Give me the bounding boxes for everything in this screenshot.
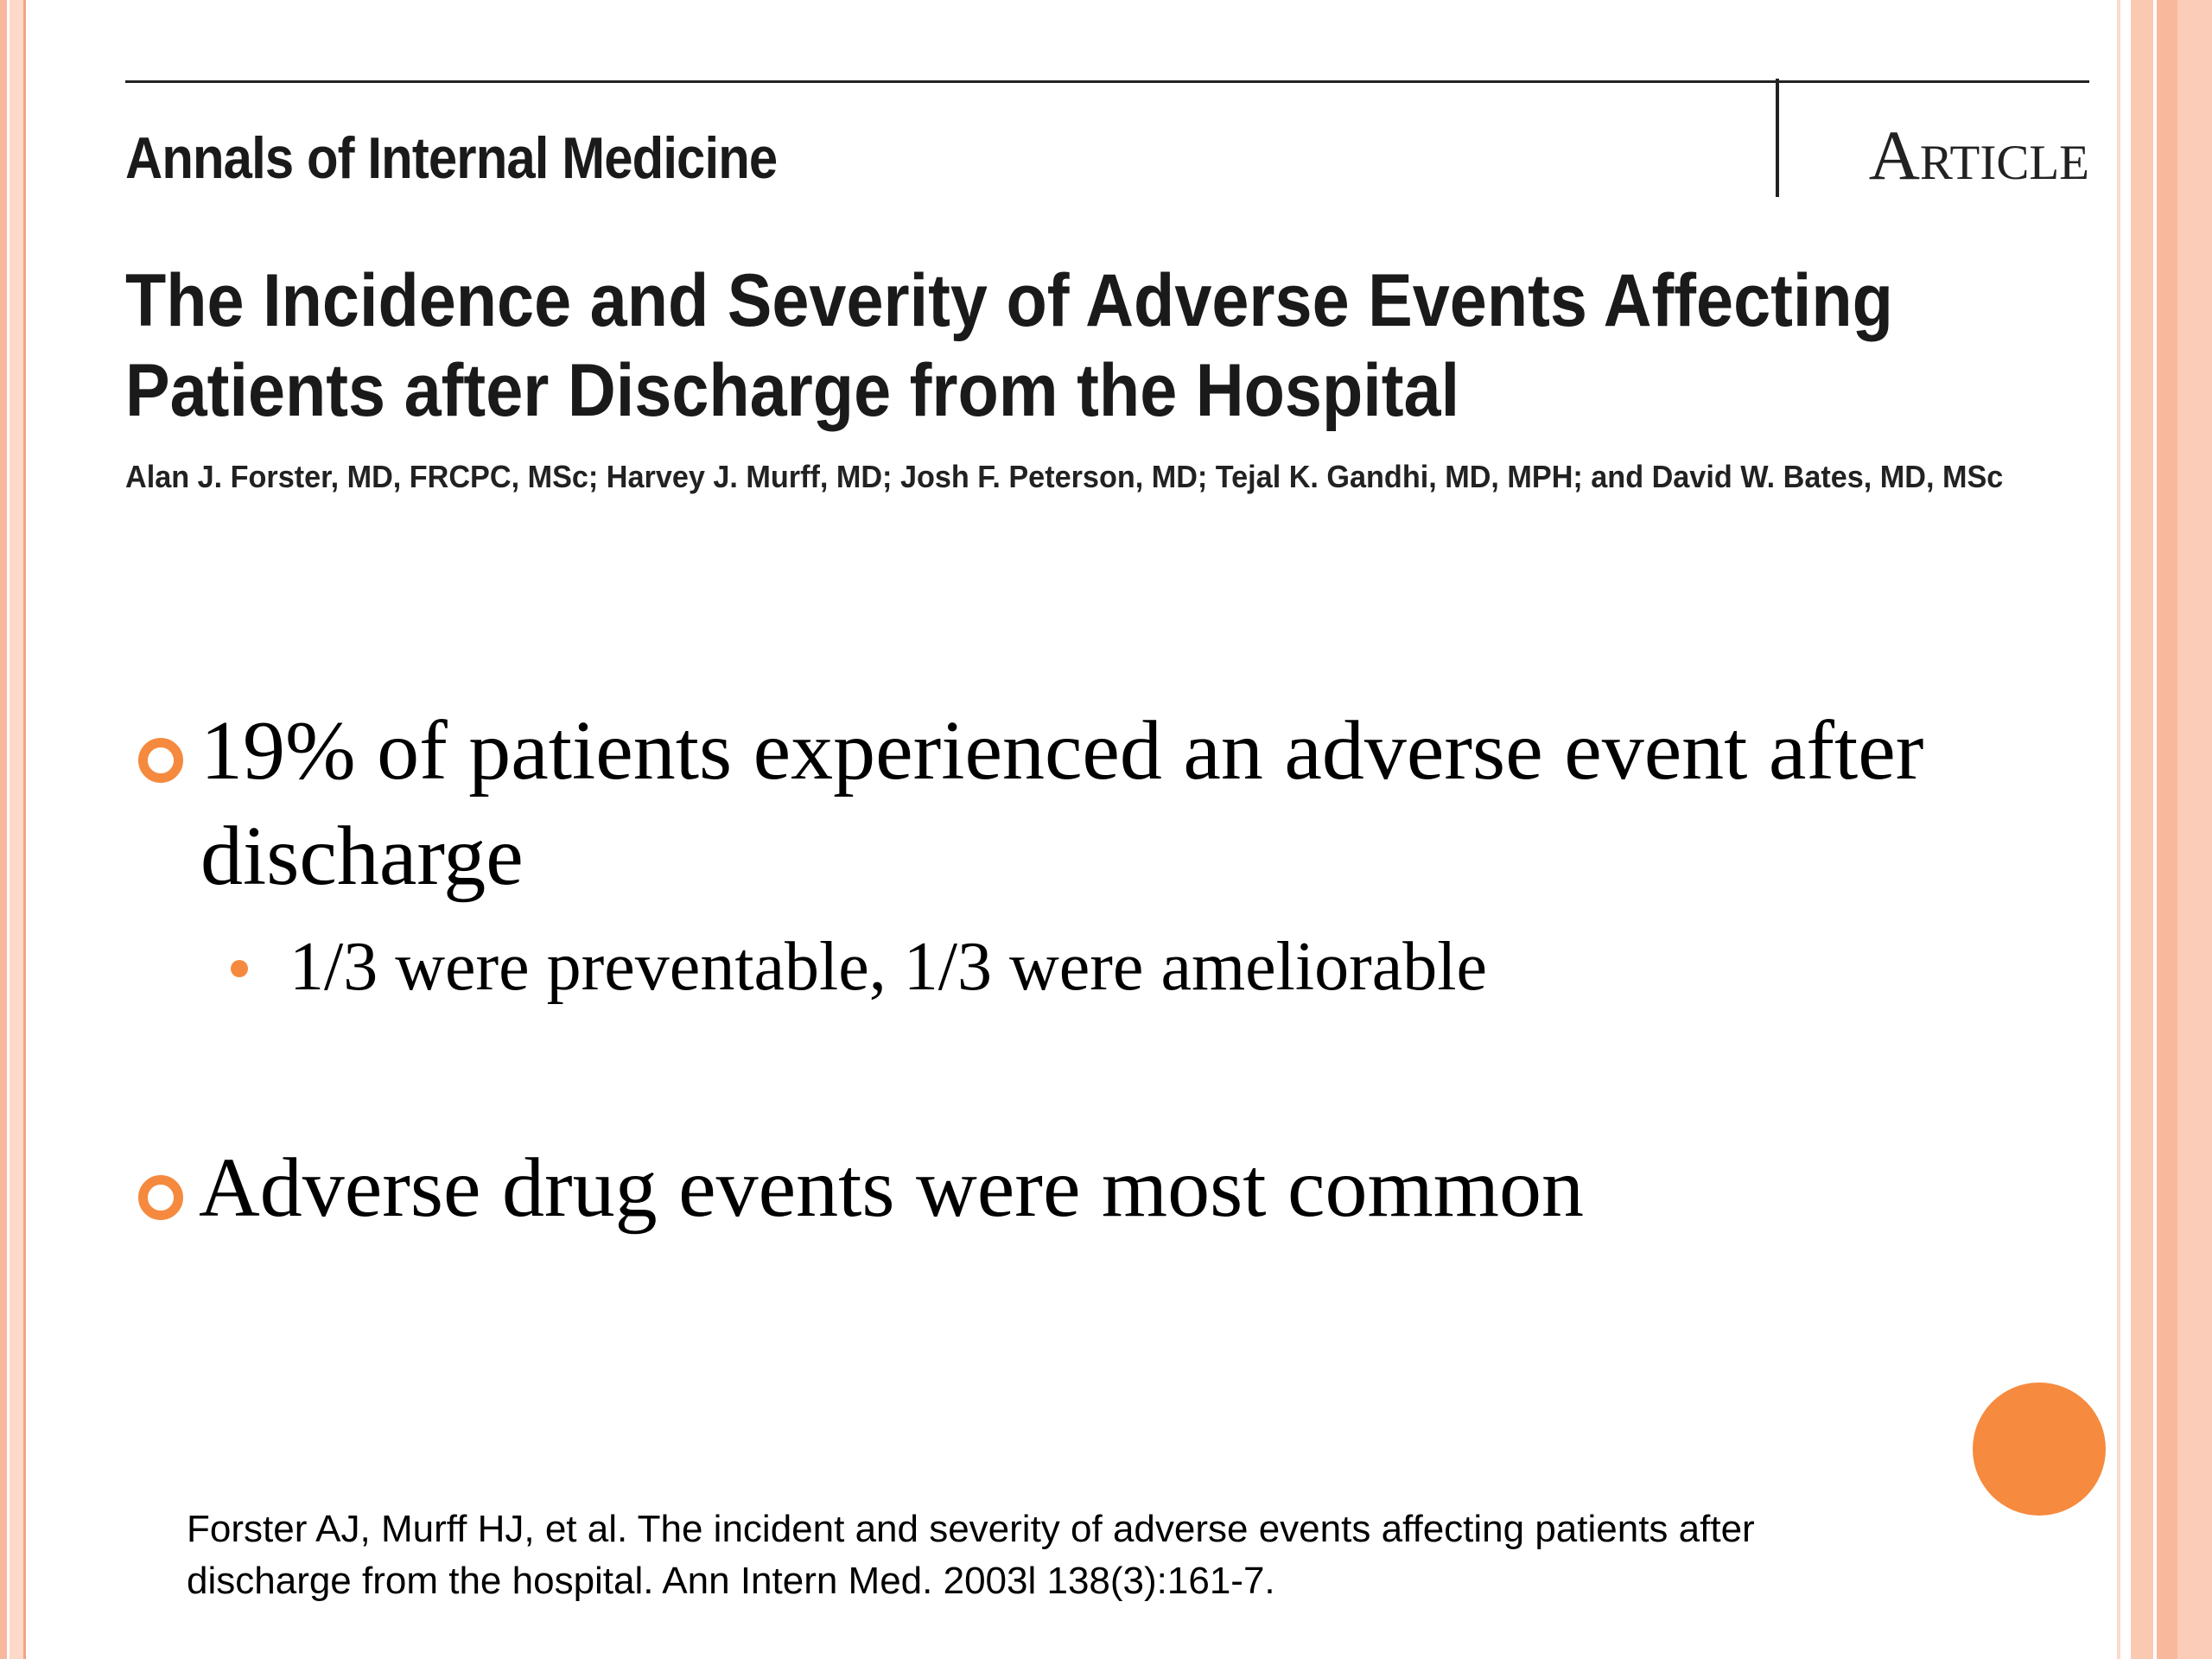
header-rule (125, 80, 2089, 83)
article-title: The Incidence and Severity of Adverse Events Affecting Patients after Discharge from the Hospital (125, 259, 1893, 432)
right-border-stripe (2177, 0, 2212, 1659)
ring-bullet-icon (138, 738, 183, 783)
left-border-stripe (23, 0, 26, 1659)
article-authors: Alan J. Forster, MD, FRCPC, MSc; Harvey J. Murff, MD; Josh F. Peterson, MD; Tejal K. Gandhi, MD, MPH; and David W. Bates, MD, MSc (125, 459, 2004, 494)
left-border-stripe (0, 0, 7, 1659)
dot-bullet-icon (231, 960, 248, 977)
decorative-circle-icon (1973, 1382, 2106, 1516)
left-border-stripe (10, 0, 23, 1659)
journal-name: Annals of Internal Medicine (125, 125, 778, 191)
citation: Forster AJ, Murff HJ, et al. The incident and severity of adverse events affecting patients after discharge from the hospital. Ann Intern Med. 2003l 138(3):161-7. (187, 1508, 1755, 1602)
article-type-label: Article (1868, 116, 2089, 194)
bullet-level1-drug-events: Adverse drug events were most common (199, 1141, 1584, 1235)
ring-bullet-icon (138, 1175, 183, 1220)
right-border-stripe (2131, 0, 2153, 1659)
bullet-level2-preventable: 1/3 were preventable, 1/3 were ameliorable (289, 929, 1488, 1005)
right-border-gap (2120, 0, 2131, 1659)
header-divider (1776, 79, 1779, 197)
bullet-level1-adverse-event: 19% of patients experienced an adverse event after discharge (200, 704, 1924, 903)
right-border-stripe (2157, 0, 2177, 1659)
